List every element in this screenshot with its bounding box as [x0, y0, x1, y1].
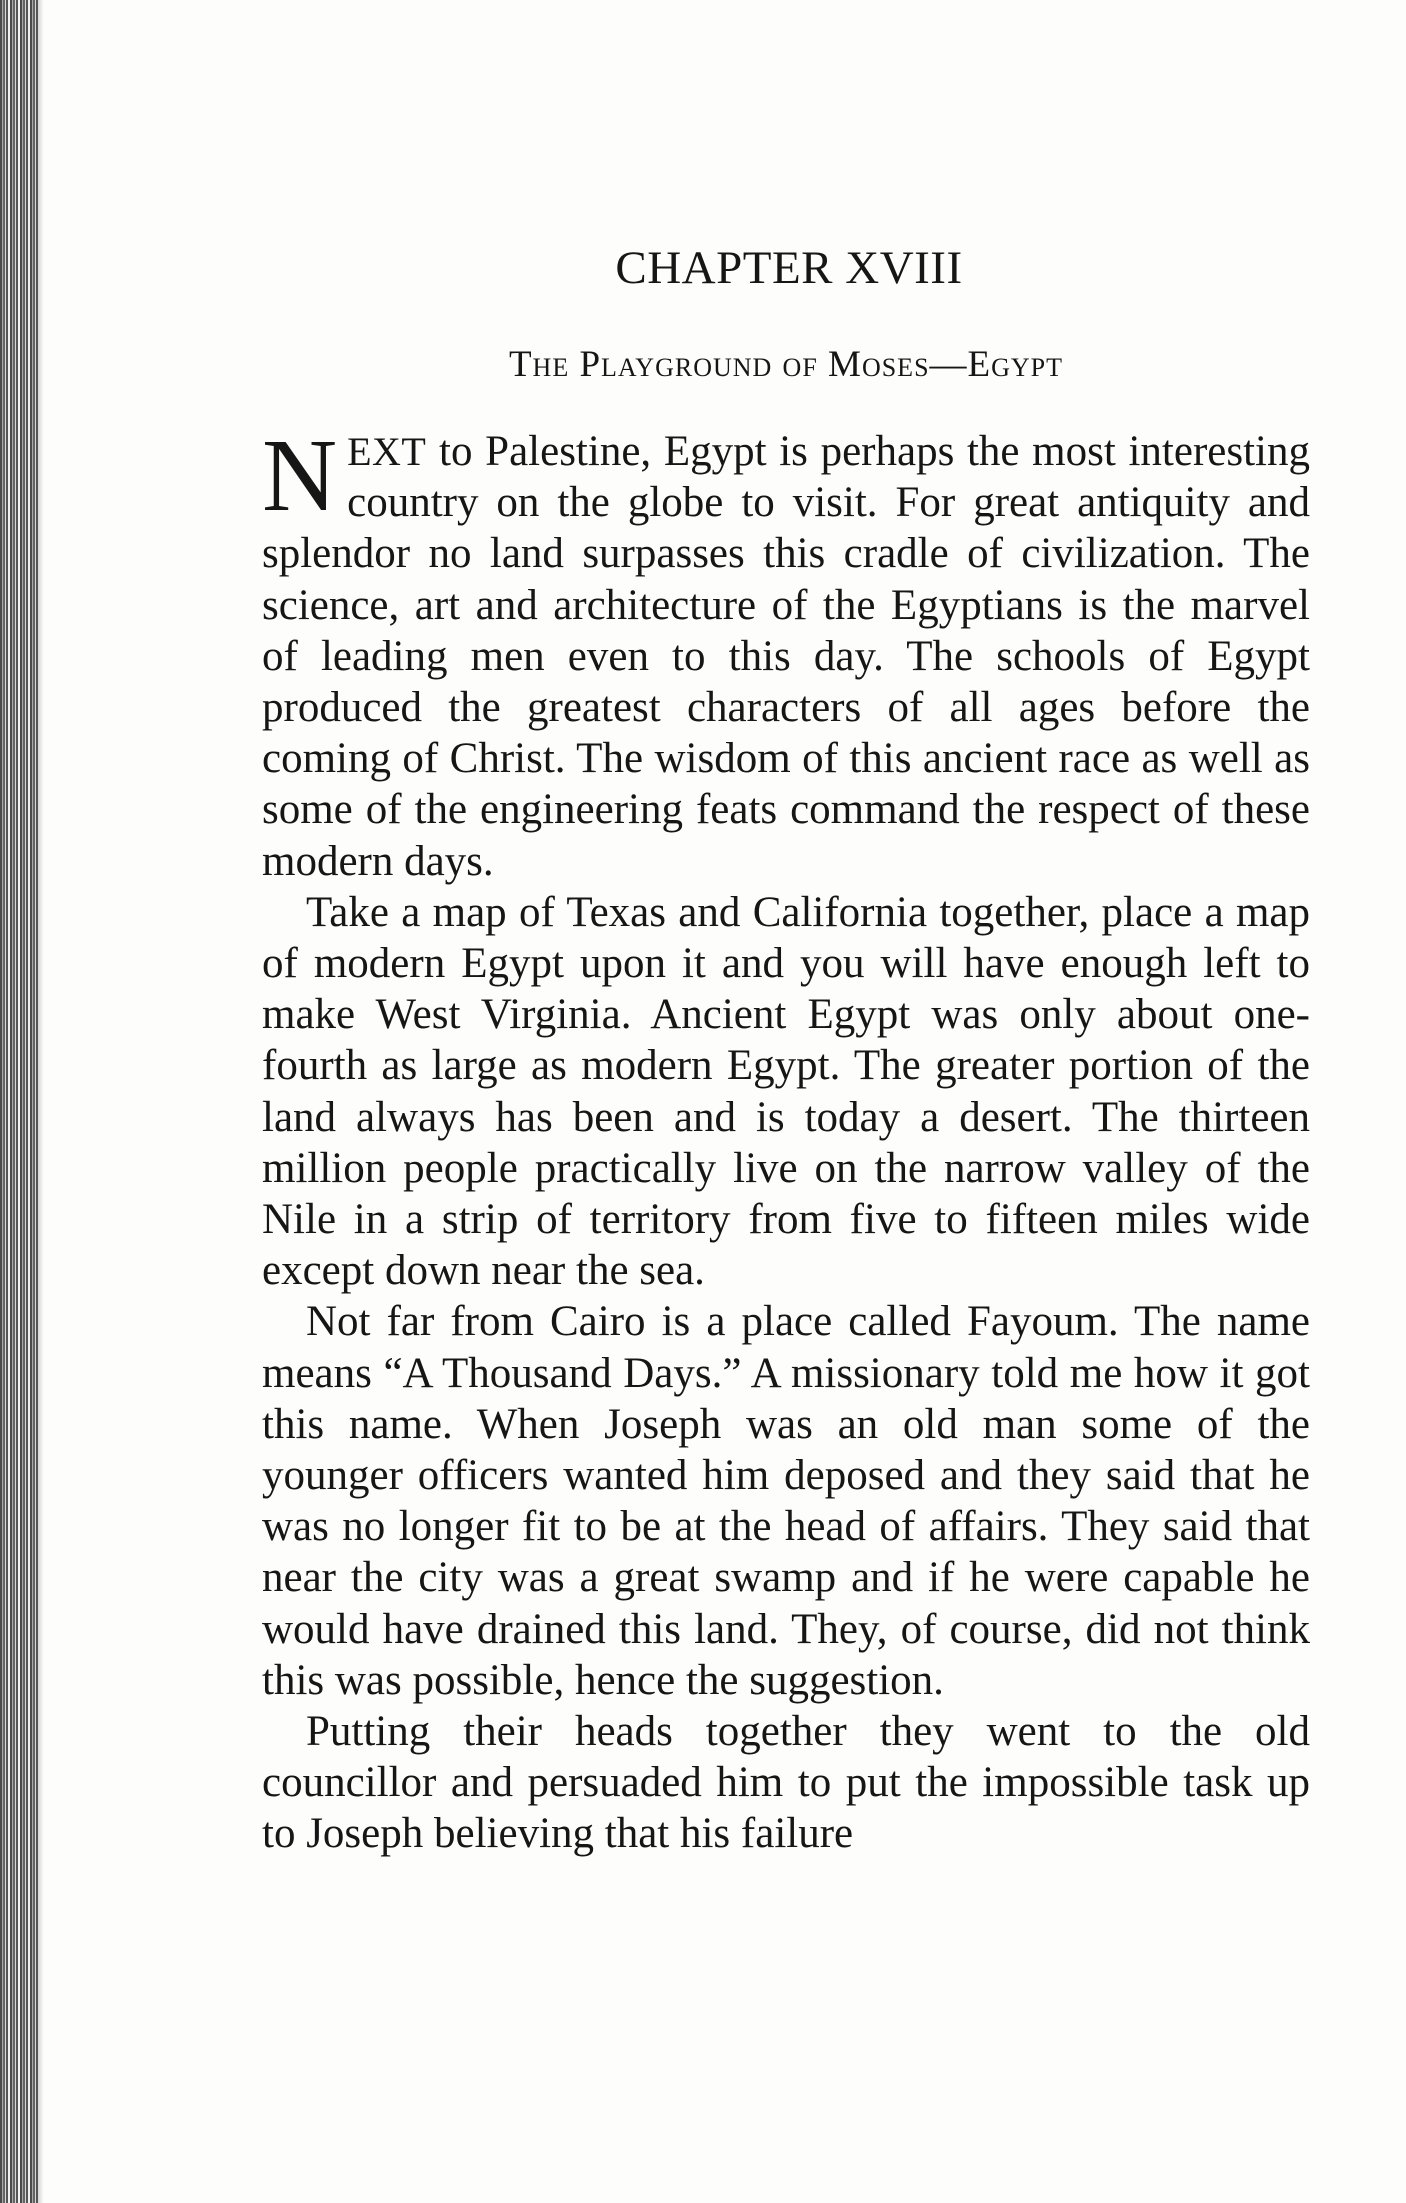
lead-in-caps: EXT [347, 429, 427, 474]
drop-cap: N [262, 418, 338, 533]
paragraph-1 [262, 418, 1310, 887]
page-binding-edge [0, 0, 38, 2203]
paragraph-4: Putting their heads together they went to the old councillor and persuaded him to put the impossible task up to Joseph believing that his failure [262, 1708, 1310, 1858]
chapter-body [262, 418, 1310, 1860]
paragraph-1-text: to Palestine, Egypt is perhaps the most interesting country on the globe to visit. For great antiquity and splendor no land surpasses this cradle of civilization. The science, art and architecture of the Egyptians is the marvel of leading men even to this day. The schools of Egypt produced the greatest characters of all ages before the coming of Christ. The wisdom of this ancient race as well as some of the engineering feats command the respect of these modern days. [262, 428, 1310, 885]
chapter-number: CHAPTER XVIII [615, 242, 963, 294]
paragraph-2: Take a map of Texas and California together, place a map of modern Egypt upon it and you will have enough left to make West Virginia. Ancient Egypt was only about one-fourth as large as modern Egypt. The greater portion of the land always has been and is today a desert. The thirteen million people practically live on the narrow valley of the Nile in a strip of territory from five to fifteen miles wide except down near the sea. [262, 888, 1310, 1295]
paragraph-3: Not far from Cairo is a place called Fayoum. The name means “A Thousand Days.” A missionary told me how it got this name. When Joseph was an old man some of the younger officers wanted him deposed and they said that he was no longer fit to be at the head of affairs. They said that near the city was a great swamp and if he were capable he would have drained this land. They, of course, did not think this was possible, hence the suggestion. [262, 1298, 1310, 1704]
page-text-block [262, 238, 1310, 1860]
chapter-title: The Playground of Moses—Egypt [508, 344, 1064, 385]
